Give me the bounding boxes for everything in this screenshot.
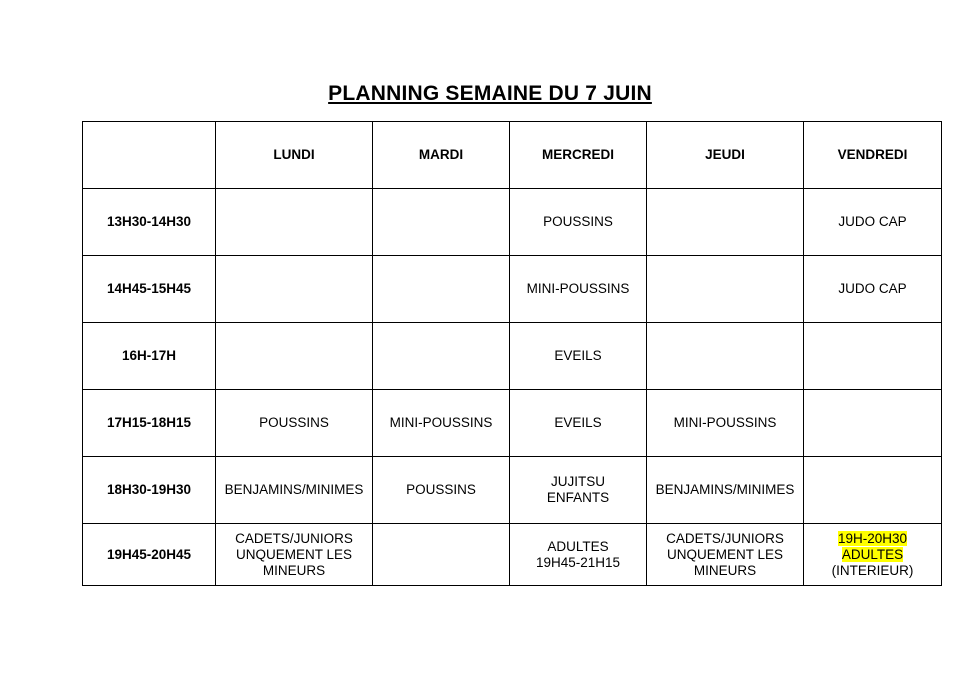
schedule-cell bbox=[373, 323, 510, 390]
schedule-cell: POUSSINS bbox=[510, 189, 647, 256]
schedule-cell: CADETS/JUNIORS UNQUEMENT LES MINEURS bbox=[216, 524, 373, 586]
schedule-cell bbox=[804, 323, 942, 390]
corner-cell bbox=[83, 122, 216, 189]
table-row bbox=[83, 323, 942, 390]
schedule-cell bbox=[373, 524, 510, 586]
schedule-cell bbox=[216, 323, 373, 390]
schedule-cell-friday-evening bbox=[804, 524, 942, 586]
highlighted-time: 19H-20H30 bbox=[837, 530, 908, 546]
schedule-cell bbox=[647, 323, 804, 390]
time-slot-cell: 16H-17H bbox=[83, 323, 216, 390]
schedule-cell: MINI-POUSSINS bbox=[373, 390, 510, 457]
schedule-cell: JUJITSU ENFANTS bbox=[510, 457, 647, 524]
table-row bbox=[83, 189, 942, 256]
page-title: PLANNING SEMAINE DU 7 JUIN bbox=[328, 82, 652, 105]
table-row bbox=[83, 524, 942, 586]
day-header-lundi: LUNDI bbox=[216, 122, 373, 189]
day-header-vendredi: VENDREDI bbox=[804, 122, 942, 189]
time-slot-cell: 17H15-18H15 bbox=[83, 390, 216, 457]
schedule-cell: JUDO CAP bbox=[804, 256, 942, 323]
schedule-table bbox=[82, 121, 942, 586]
schedule-cell: POUSSINS bbox=[216, 390, 373, 457]
highlighted-group: ADULTES bbox=[841, 546, 904, 562]
time-slot-cell: 13H30-14H30 bbox=[83, 189, 216, 256]
day-header-jeudi: JEUDI bbox=[647, 122, 804, 189]
schedule-cell bbox=[373, 256, 510, 323]
header-row bbox=[83, 122, 942, 189]
schedule-cell: EVEILS bbox=[510, 390, 647, 457]
table-row bbox=[83, 390, 942, 457]
schedule-cell: MINI-POUSSINS bbox=[510, 256, 647, 323]
schedule-cell: BENJAMINS/MINIMES bbox=[647, 457, 804, 524]
day-header-mercredi: MERCREDI bbox=[510, 122, 647, 189]
schedule-cell: JUDO CAP bbox=[804, 189, 942, 256]
schedule-cell bbox=[804, 457, 942, 524]
time-slot-cell: 18H30-19H30 bbox=[83, 457, 216, 524]
schedule-cell bbox=[216, 189, 373, 256]
schedule-cell: ADULTES 19H45-21H15 bbox=[510, 524, 647, 586]
schedule-cell: CADETS/JUNIORS UNQUEMENT LES MINEURS bbox=[647, 524, 804, 586]
table-row bbox=[83, 457, 942, 524]
schedule-cell bbox=[804, 390, 942, 457]
day-header-mardi: MARDI bbox=[373, 122, 510, 189]
time-slot-cell: 19H45-20H45 bbox=[83, 524, 216, 586]
schedule-cell bbox=[216, 256, 373, 323]
schedule-cell: MINI-POUSSINS bbox=[647, 390, 804, 457]
schedule-cell: BENJAMINS/MINIMES bbox=[216, 457, 373, 524]
table-row bbox=[83, 256, 942, 323]
schedule-cell: POUSSINS bbox=[373, 457, 510, 524]
schedule-cell bbox=[373, 189, 510, 256]
location-note: (INTERIEUR) bbox=[831, 562, 914, 578]
schedule-cell: EVEILS bbox=[510, 323, 647, 390]
time-slot-cell: 14H45-15H45 bbox=[83, 256, 216, 323]
schedule-cell bbox=[647, 256, 804, 323]
schedule-cell bbox=[647, 189, 804, 256]
